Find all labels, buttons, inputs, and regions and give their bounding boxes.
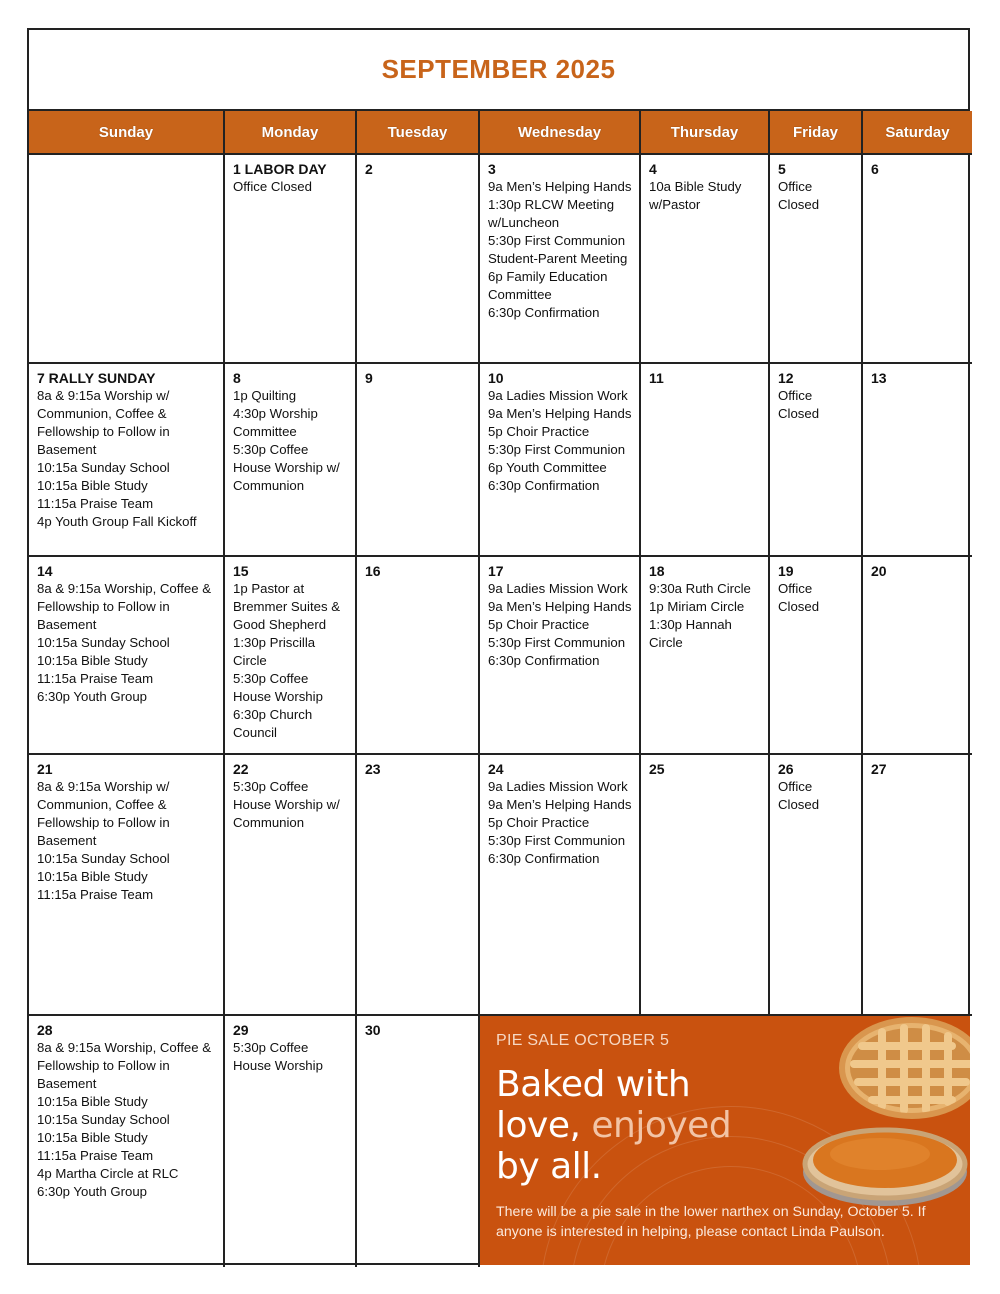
event-item: 5p Choir Practice — [488, 617, 590, 632]
event-item: 8a & 9:15a Worship, Coffee & Fellowship to Follow in Basement — [37, 1040, 211, 1091]
day-cell — [357, 557, 480, 755]
day-number: 22 — [233, 761, 249, 777]
event-item: Office Closed — [778, 779, 820, 812]
day-cell — [480, 755, 641, 1016]
event-item: 1p Quilting — [233, 388, 297, 403]
day-number: 9 — [365, 370, 373, 386]
day-number: 7 RALLY SUNDAY — [37, 370, 156, 386]
event-item: 10:15a Bible Study — [37, 653, 148, 668]
event-item: 4:30p Worship Committee — [233, 406, 318, 439]
promo-tagline-line1: Baked with — [496, 1064, 691, 1105]
day-number: 23 — [365, 761, 381, 777]
event-item: Office Closed — [778, 179, 820, 212]
day-cell — [641, 155, 770, 364]
day-cell — [480, 557, 641, 755]
day-cell — [225, 557, 357, 755]
day-cell — [770, 364, 863, 557]
event-item: 5:30p First Communion — [488, 442, 626, 457]
day-number: 12 — [778, 370, 794, 386]
event-item: 6:30p Confirmation — [488, 305, 600, 320]
day-number: 29 — [233, 1022, 249, 1038]
event-item: 8a & 9:15a Worship w/ Communion, Coffee & Fellowship to Follow in Basement — [37, 779, 170, 848]
day-number: 28 — [37, 1022, 53, 1038]
event-item: 5:30p Coffee House Worship — [233, 1040, 323, 1073]
event-item: 5:30p First Communion Student-Parent Meeting — [488, 233, 628, 266]
day-number: 17 — [488, 563, 504, 579]
event-item: 9:30a Ruth Circle — [649, 581, 751, 596]
weekday-header: Tuesday — [357, 111, 480, 155]
weekday-header: Saturday — [863, 111, 972, 155]
day-number: 5 — [778, 161, 786, 177]
day-cell — [770, 155, 863, 364]
day-number: 13 — [871, 370, 887, 386]
event-item: Office Closed — [778, 581, 820, 614]
event-item: 8a & 9:15a Worship w/ Communion, Coffee & Fellowship to Follow in Basement — [37, 388, 170, 457]
promo-tagline-line3: by all. — [496, 1146, 602, 1187]
event-item: 11:15a Praise Team — [37, 1148, 154, 1163]
day-number: 15 — [233, 563, 249, 579]
event-item: 10:15a Sunday School — [37, 460, 170, 475]
event-item: 10:15a Bible Study — [37, 478, 148, 493]
day-number: 20 — [871, 563, 887, 579]
event-item: 5:30p Coffee House Worship w/ Communion — [233, 779, 340, 830]
event-item: 10:15a Bible Study — [37, 1130, 148, 1145]
event-item: 9a Ladies Mission Work — [488, 388, 628, 403]
event-item: 6:30p Church Council — [233, 707, 313, 740]
event-item: 5:30p Coffee House Worship — [233, 671, 323, 704]
calendar-title: SEPTEMBER 2025 — [29, 30, 968, 111]
day-cell — [29, 364, 225, 557]
day-number: 21 — [37, 761, 53, 777]
event-item: 5:30p First Communion — [488, 833, 626, 848]
day-number: 19 — [778, 563, 794, 579]
day-number: 2 — [365, 161, 373, 177]
day-cell — [863, 155, 972, 364]
promo-body: There will be a pie sale in the lower narthex on Sunday, October 5. If anyone is interested in helping, please contact Linda Paulson. — [496, 1204, 926, 1240]
day-number: 27 — [871, 761, 887, 777]
day-cell — [29, 155, 225, 364]
day-number: 24 — [488, 761, 504, 777]
event-item: 6:30p Confirmation — [488, 851, 600, 866]
day-number: 14 — [37, 563, 53, 579]
event-item: 10:15a Sunday School — [37, 635, 170, 650]
day-number: 26 — [778, 761, 794, 777]
event-item: 5p Choir Practice — [488, 815, 590, 830]
day-cell — [641, 557, 770, 755]
event-item: 10:15a Bible Study — [37, 1094, 148, 1109]
day-cell — [29, 755, 225, 1016]
event-item: 1:30p Hannah Circle — [649, 617, 732, 650]
event-item: 9a Ladies Mission Work — [488, 779, 628, 794]
event-item: 10:15a Sunday School — [37, 851, 170, 866]
day-number: 6 — [871, 161, 879, 177]
event-item: 6:30p Confirmation — [488, 478, 600, 493]
day-cell — [480, 364, 641, 557]
event-item: 6p Youth Committee — [488, 460, 607, 475]
event-item: 6:30p Confirmation — [488, 653, 600, 668]
event-item: 1p Miriam Circle — [649, 599, 745, 614]
day-cell — [29, 1016, 225, 1267]
day-cell — [641, 364, 770, 557]
pie-sale-promo — [480, 1016, 970, 1265]
day-cell — [225, 364, 357, 557]
event-item: 6p Family Education Committee — [488, 269, 608, 302]
event-item: Office Closed — [778, 388, 820, 421]
day-number: 16 — [365, 563, 381, 579]
event-item: 10:15a Bible Study — [37, 869, 148, 884]
day-cell — [357, 1016, 480, 1267]
weekday-header: Thursday — [641, 111, 770, 155]
event-item: 9a Ladies Mission Work — [488, 581, 628, 596]
day-number: 3 — [488, 161, 496, 177]
event-item: 5:30p First Communion — [488, 635, 626, 650]
weekday-header: Wednesday — [480, 111, 641, 155]
promo-tagline-line2b: enjoyed — [591, 1105, 732, 1146]
event-item: 4p Youth Group Fall Kickoff — [37, 514, 197, 529]
day-number: 4 — [649, 161, 657, 177]
day-number: 10 — [488, 370, 504, 386]
day-cell — [863, 755, 972, 1016]
event-item: 6:30p Youth Group — [37, 689, 147, 704]
day-cell — [225, 755, 357, 1016]
event-item: 10:15a Sunday School — [37, 1112, 170, 1127]
weekday-header: Friday — [770, 111, 863, 155]
day-number: 18 — [649, 563, 665, 579]
day-cell — [29, 557, 225, 755]
event-item: 9a Men’s Helping Hands — [488, 179, 632, 194]
day-cell — [770, 755, 863, 1016]
event-item: 11:15a Praise Team — [37, 671, 154, 686]
event-item: 1:30p Priscilla Circle — [233, 635, 316, 668]
event-item: 8a & 9:15a Worship, Coffee & Fellowship to Follow in Basement — [37, 581, 211, 632]
day-cell — [863, 364, 972, 557]
day-number: 8 — [233, 370, 241, 386]
day-number: 30 — [365, 1022, 381, 1038]
event-item: Office Closed — [233, 179, 312, 194]
event-item: 1:30p RLCW Meeting w/Luncheon — [488, 197, 615, 230]
event-item: 9a Men’s Helping Hands — [488, 797, 632, 812]
event-item: 11:15a Praise Team — [37, 887, 154, 902]
day-cell — [225, 155, 357, 364]
weekday-header: Sunday — [29, 111, 225, 155]
promo-heading: PIE SALE OCTOBER 5 — [496, 1032, 670, 1049]
weekday-header: Monday — [225, 111, 357, 155]
day-cell — [357, 155, 480, 364]
event-item: 1p Pastor at Bremmer Suites & Good Shepherd — [233, 581, 340, 632]
promo-tagline-line2a: love, — [496, 1105, 592, 1146]
day-cell — [863, 557, 972, 755]
day-cell — [641, 755, 770, 1016]
day-cell — [770, 557, 863, 755]
day-cell — [225, 1016, 357, 1267]
event-item: 5:30p Coffee House Worship w/ Communion — [233, 442, 340, 493]
pumpkin-pie-icon — [800, 1102, 970, 1212]
day-cell — [357, 755, 480, 1016]
day-number: 25 — [649, 761, 665, 777]
event-item: 9a Men’s Helping Hands — [488, 599, 632, 614]
promo-tagline — [496, 1064, 796, 1187]
day-number: 1 LABOR DAY — [233, 161, 327, 177]
calendar — [27, 28, 970, 1265]
event-item: 9a Men’s Helping Hands — [488, 406, 632, 421]
day-cell — [480, 155, 641, 364]
event-item: 10a Bible Study w/Pastor — [649, 179, 742, 212]
event-item: 4p Martha Circle at RLC — [37, 1166, 179, 1181]
event-item: 6:30p Youth Group — [37, 1184, 147, 1199]
event-item: 5p Choir Practice — [488, 424, 590, 439]
day-number: 11 — [649, 370, 664, 386]
event-item: 11:15a Praise Team — [37, 496, 154, 511]
day-cell — [357, 364, 480, 557]
